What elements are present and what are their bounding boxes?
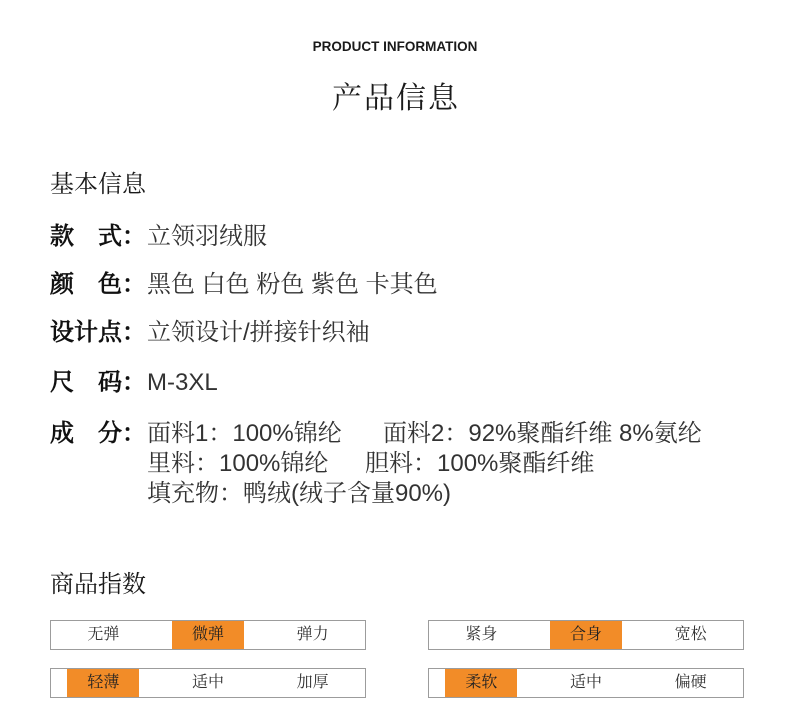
composition-line: [147, 479, 747, 509]
index-scale-softness: [428, 668, 744, 698]
spec-row-design: [50, 317, 370, 349]
index-option: [51, 669, 156, 697]
spec-row-composition: [50, 419, 750, 509]
index-scale-thickness: [50, 668, 366, 698]
spec-label: 颜 色：: [50, 271, 146, 298]
index-option: [534, 669, 639, 697]
spec-value: M-3XL: [147, 369, 218, 396]
composition-item: 填充物：鸭绒(绒子含量90%): [147, 480, 452, 507]
index-option-label: 无弹: [87, 626, 120, 643]
index-option: [638, 669, 743, 697]
index-option-label: 宽松: [674, 626, 707, 643]
index-option: [260, 669, 365, 697]
product-info-heading: 产品信息: [332, 82, 460, 115]
spec-value: 立领羽绒服: [147, 223, 267, 250]
spec-value: 立领设计/拼接针织袖: [147, 319, 370, 346]
spec-label: 成 分：: [50, 420, 146, 447]
spec-row-style: [50, 221, 267, 253]
index-option: [51, 621, 156, 649]
spec-row-size: [50, 367, 218, 399]
index-option-label: 适中: [191, 674, 224, 691]
index-option: [429, 669, 534, 697]
spec-row-color: [50, 269, 438, 301]
composition-item: 面料2：92%聚酯纤维 8%氨纶: [383, 420, 702, 447]
index-option: [260, 621, 365, 649]
spec-label: 设计点：: [50, 319, 146, 346]
index-option-label: 柔软: [445, 669, 517, 697]
index-option: [156, 621, 261, 649]
index-option-label: 轻薄: [67, 669, 139, 697]
basic-info-heading: 基本信息: [50, 171, 146, 198]
index-option-label: 紧身: [465, 626, 498, 643]
index-scale-elasticity: [50, 620, 366, 650]
spec-label: 尺 码：: [50, 369, 146, 396]
composition-lines: [147, 419, 747, 509]
index-option: [156, 669, 261, 697]
index-scale-fit: [428, 620, 744, 650]
composition-item: 胆料：100%聚酯纤维: [365, 450, 595, 477]
index-option-label: 偏硬: [674, 674, 707, 691]
spec-label: 款 式：: [50, 223, 146, 250]
index-option: [638, 621, 743, 649]
index-option-label: 合身: [550, 621, 622, 649]
index-option-label: 适中: [569, 674, 602, 691]
index-option-label: 微弹: [172, 621, 244, 649]
index-option-label: 加厚: [296, 674, 329, 691]
product-information-title: PRODUCT INFORMATION: [312, 39, 478, 54]
spec-value: 黑色 白色 粉色 紫色 卡其色: [147, 271, 438, 298]
composition-line: [147, 419, 747, 449]
product-index-heading: 商品指数: [50, 571, 146, 598]
index-option: [534, 621, 639, 649]
index-option: [429, 621, 534, 649]
index-option-label: 弹力: [296, 626, 329, 643]
composition-item: 面料1：100%锦纶: [147, 420, 342, 447]
composition-item: 里料：100%锦纶: [147, 450, 329, 477]
composition-line: [147, 449, 747, 479]
